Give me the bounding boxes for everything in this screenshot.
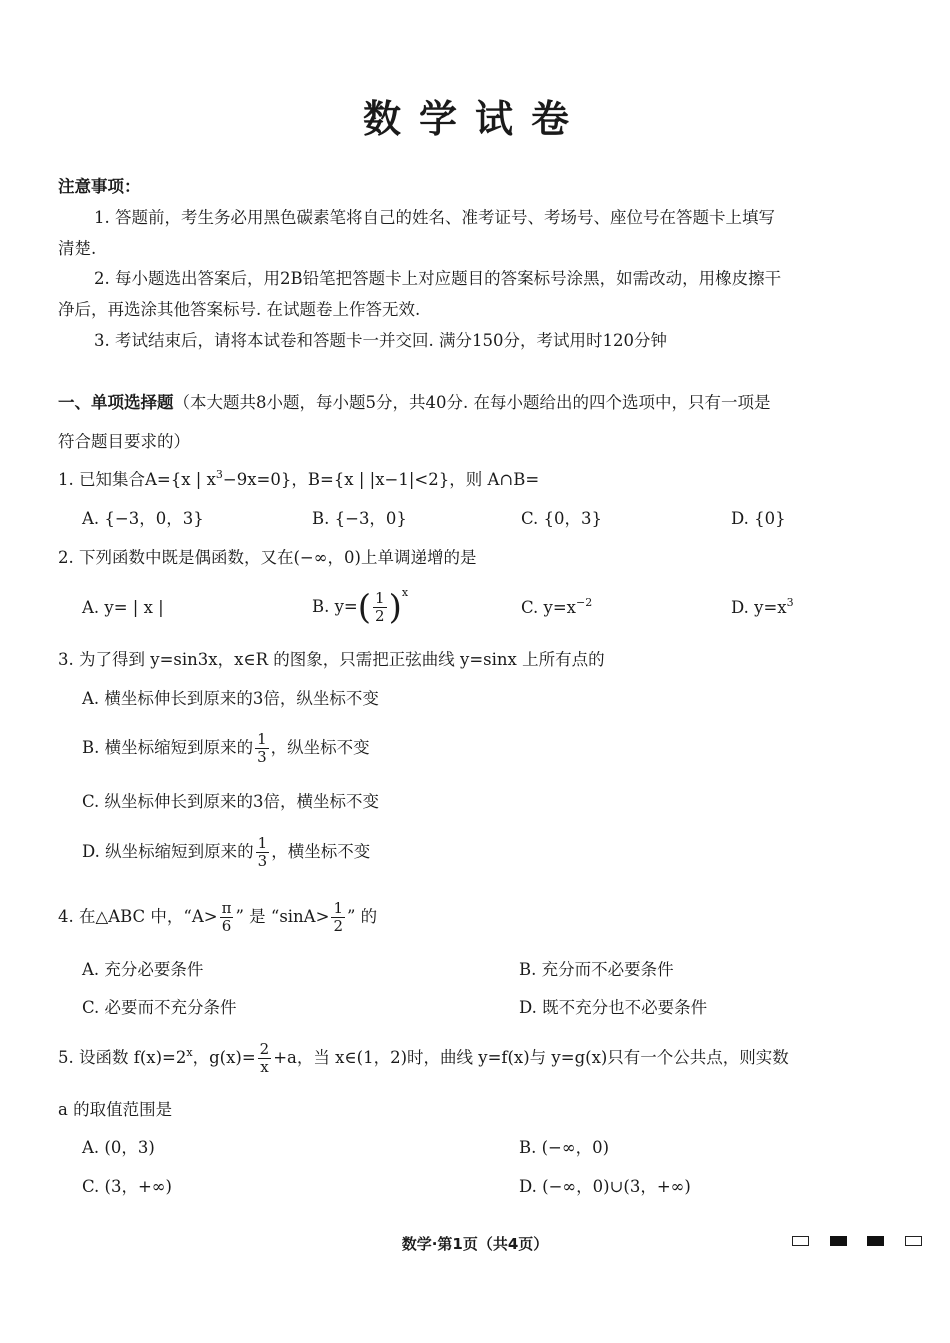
q4-number: 4. <box>58 907 74 926</box>
q3-number: 3. <box>58 650 74 669</box>
q3-option-c: C. 纵坐标伸长到原来的3倍，横坐标不变 <box>82 792 380 811</box>
notice-heading: 注意事项： <box>58 177 141 196</box>
q3-optB-pre: B. 横坐标缩短到原来的 <box>82 738 254 757</box>
q2-option-a: A. y= | x | <box>82 598 164 617</box>
page-footer: 数学·第1页（共4页） <box>401 1235 549 1253</box>
q5-pre: 设函数 f(x)=2 <box>79 1048 187 1067</box>
registration-mark-filled <box>830 1236 847 1246</box>
q3-optD-num: 1 <box>257 834 268 852</box>
q1-option-b: B. {−3，0} <box>312 509 407 528</box>
q1-setA: A={x | x <box>145 470 216 489</box>
q3-optD-post: ，横坐标不变 <box>271 842 371 861</box>
q4-option-b: B. 充分而不必要条件 <box>519 960 674 979</box>
question-5 <box>58 1036 789 1080</box>
section-desc: （本大题共8小题，每小题5分，共40分. 在每小题给出的四个选项中，只有一项是 <box>173 393 771 412</box>
q5-exp: x <box>186 1046 193 1059</box>
q1-option-a: A. {−3，0，3} <box>82 509 204 528</box>
question-4 <box>58 895 377 939</box>
q3-text: 为了得到 y=sin3x，x∈R 的图象，只需把正弦曲线 y=sinx 上所有点的 <box>79 650 605 669</box>
notice-item-1-cont: 清楚. <box>58 239 97 258</box>
q3-optD-den: 3 <box>257 852 268 870</box>
q1-pre: 已知集合 <box>79 470 145 489</box>
q3-optB-num: 1 <box>257 730 267 748</box>
q4-pre: 在△ABC 中，“A> <box>79 907 218 926</box>
q4-option-d: D. 既不充分也不必要条件 <box>519 998 708 1017</box>
q5-frac-den: x <box>260 1058 269 1076</box>
q3-optB-post: ，纵坐标不变 <box>270 738 370 757</box>
registration-mark-outline <box>905 1236 922 1246</box>
section-heading <box>58 392 770 414</box>
q2-number: 2. <box>58 548 74 567</box>
question-1 <box>58 469 539 491</box>
q4-mid: ” 是 “sinA> <box>235 907 330 926</box>
q2-optC-pre: C. y=x <box>521 598 576 617</box>
paren-right: ) <box>388 587 402 628</box>
q5-option-a: A. (0，3) <box>82 1138 155 1157</box>
notice-item-3: 3. 考试结束后，请将本试卷和答题卡一并交回. 满分150分，考试用时120分钟 <box>94 331 667 350</box>
q3-optB-fraction <box>255 731 269 766</box>
q2-optC-exp: −2 <box>575 596 593 609</box>
q4-fraction-1 <box>220 900 234 935</box>
q4-option-a: A. 充分必要条件 <box>82 960 204 979</box>
q5-mid: ，g(x)= <box>192 1048 256 1067</box>
q1-option-c: C. {0，3} <box>521 509 603 528</box>
q2-optB-num: 1 <box>375 589 385 607</box>
question-2 <box>58 547 476 569</box>
q2-option-b <box>312 584 408 630</box>
q5-option-b: B. (−∞，0) <box>519 1138 610 1157</box>
q3-option-b <box>82 726 370 770</box>
notice-item-1: 1. 答题前，考生务必用黑色碳素笔将自己的姓名、准考证号、考场号、座位号在答题卡上填写 <box>94 208 775 227</box>
q2-option-d <box>731 597 794 619</box>
q5-option-c: C. (3，+∞) <box>82 1177 172 1196</box>
q5-number: 5. <box>58 1048 74 1067</box>
q3-optB-den: 3 <box>257 748 267 766</box>
q5-post: +a，当 x∈(1，2)时，曲线 y=f(x)与 y=g(x)只有一个公共点，则实数 <box>273 1048 789 1067</box>
q4-frac1-den: 6 <box>221 917 232 935</box>
q4-frac2-num: 1 <box>333 899 343 917</box>
q2-text: 下列函数中既是偶函数，又在(−∞，0)上单调递增的是 <box>79 548 477 567</box>
q3-optD-pre: D. 纵坐标缩短到原来的 <box>82 842 254 861</box>
q2-optB-den: 2 <box>375 607 385 625</box>
paren-left: ( <box>357 587 372 628</box>
q5-option-d: D. (−∞，0)∪(3，+∞) <box>519 1177 691 1196</box>
q1-setA-exp: 3 <box>215 468 223 481</box>
q3-option-d <box>82 830 370 874</box>
page-title: 数学试卷 <box>362 97 587 141</box>
q5-frac-num: 2 <box>259 1040 270 1058</box>
registration-mark-outline <box>792 1236 809 1246</box>
q1-number: 1. <box>58 470 74 489</box>
q1-setA-rest: −9x=0}， <box>222 470 308 489</box>
section-desc-cont: 符合题目要求的） <box>58 432 190 451</box>
q2-optB-pre: B. y= <box>312 597 358 616</box>
q5-fraction <box>258 1041 272 1076</box>
q4-post: ” 的 <box>346 907 378 926</box>
q2-optD-pre: D. y=x <box>731 598 787 617</box>
q4-frac2-den: 2 <box>333 917 343 935</box>
registration-mark-filled <box>867 1236 884 1246</box>
q2-option-c <box>521 597 592 619</box>
notice-item-2-cont: 净后，再选涂其他答案标号. 在试题卷上作答无效. <box>58 300 421 319</box>
q2-optB-fraction <box>373 590 387 625</box>
q2-optD-exp: 3 <box>786 596 794 609</box>
q4-frac1-num: π <box>221 899 232 917</box>
q2-optB-exp: x <box>401 586 409 599</box>
q3-optD-fraction <box>256 835 270 870</box>
question-3 <box>58 649 605 671</box>
q5-text-cont: a 的取值范围是 <box>58 1100 173 1119</box>
q1-setB: B={x | |x−1|<2}，则 A∩B= <box>307 470 540 489</box>
q4-fraction-2 <box>331 900 345 935</box>
q1-option-d: D. {0} <box>731 509 786 528</box>
q4-option-c: C. 必要而不充分条件 <box>82 998 237 1017</box>
notice-item-2: 2. 每小题选出答案后，用2B铅笔把答题卡上对应题目的答案标号涂黑，如需改动，用橡皮擦干 <box>94 269 782 288</box>
section-title: 一、单项选择题 <box>58 393 174 412</box>
q3-option-a: A. 横坐标伸长到原来的3倍，纵坐标不变 <box>82 689 379 708</box>
